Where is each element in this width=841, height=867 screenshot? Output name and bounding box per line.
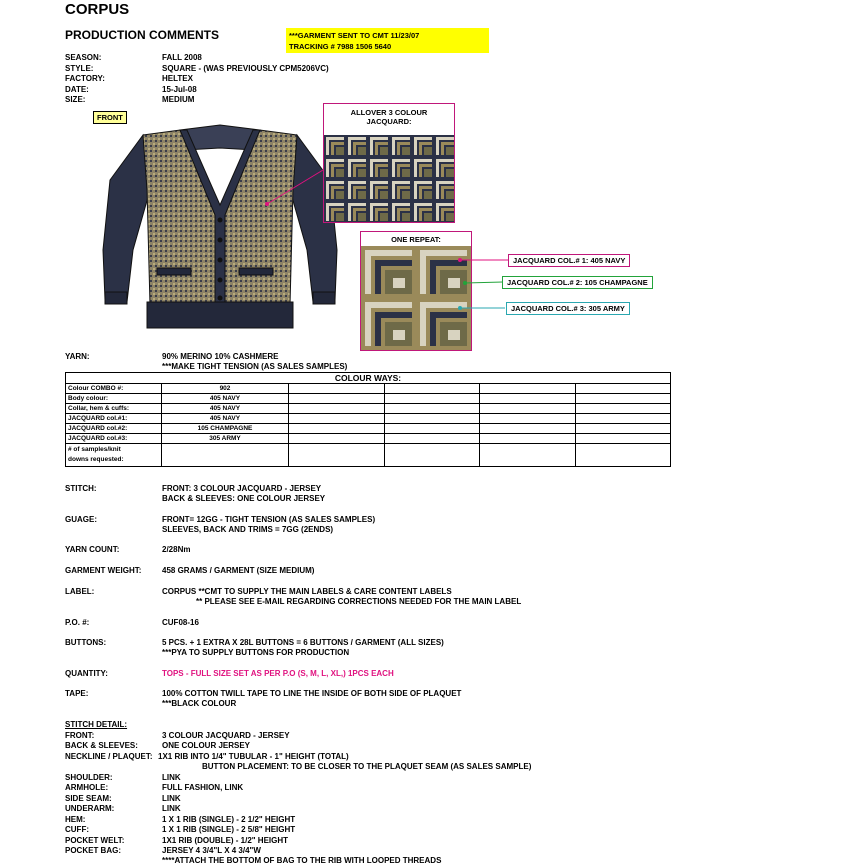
detail-value: 1 X 1 RIB (SINGLE) - 2 5/8" HEIGHT (162, 825, 296, 834)
header-label: DATE: (65, 84, 89, 94)
detail-value: ONE COLOUR JERSEY (162, 741, 251, 750)
table-cell: Body colour: (66, 394, 162, 404)
detail-value: 1X1 RIB (DOUBLE) - 1/2" HEIGHT (162, 835, 289, 845)
notice-line-2: TRACKING # 7988 1506 5640 (289, 42, 392, 51)
detail-label: UNDERARM: (65, 804, 115, 813)
table-cell (384, 394, 480, 404)
header-value: SQUARE - (WAS PREVIOUSLY CPM5206VC) (162, 63, 329, 73)
brand-title: CORPUS (65, 1, 130, 18)
header-value: MEDIUM (162, 95, 195, 104)
table-cell (480, 384, 576, 394)
jacquard-callout-2: JACQUARD COL.# 2: 105 CHAMPAGNE (502, 276, 653, 289)
spec-value-quantity: TOPS - FULL SIZE SET AS PER P.O (S, M, L, XL,) 1PCS EACH (162, 669, 394, 678)
colourways-title: COLOUR WAYS: (66, 373, 671, 384)
table-cell: 405 NAVY (162, 414, 289, 424)
table-cell (480, 434, 576, 444)
colourways-table (65, 372, 671, 467)
table-cell (384, 444, 480, 467)
allover-jacquard-swatch (324, 135, 454, 222)
table-cell: Colour COMBO #: (66, 384, 162, 394)
table-row (66, 384, 671, 394)
yarn-label: YARN: (65, 352, 90, 361)
table-cell (480, 394, 576, 404)
spec-label: BUTTONS: (65, 638, 107, 647)
spec-label: GUAGE: (65, 515, 97, 524)
table-cell (480, 414, 576, 424)
spec-label: TAPE: (65, 689, 89, 698)
spec-value: CORPUS **CMT TO SUPPLY THE MAIN LABELS & CARE CONTENT LABELS (162, 587, 452, 596)
detail-label: SHOULDER: (65, 772, 113, 782)
yarn-value: 90% MERINO 10% CASHMERE (162, 352, 279, 361)
table-cell (480, 444, 576, 467)
table-cell (289, 444, 385, 467)
spec-value: 2/28Nm (162, 545, 191, 554)
spec-label: P.O. #: (65, 618, 90, 627)
detail-label: NECKLINE / PLAQUET: (65, 751, 153, 761)
detail-value: ****ATTACH THE BOTTOM OF BAG TO THE RIB WITH LOOPED THREADS (162, 856, 442, 865)
detail-value: LINK (162, 793, 181, 803)
table-cell (289, 414, 385, 424)
header-label: SIZE: (65, 95, 86, 104)
table-cell: JACQUARD col.#2: (66, 424, 162, 434)
table-row (66, 424, 671, 434)
spec-value: CUF08-16 (162, 618, 199, 627)
detail-label: FRONT: (65, 730, 95, 740)
table-cell (162, 444, 289, 467)
yarn-note: ***MAKE TIGHT TENSION (AS SALES SAMPLES) (162, 362, 348, 371)
table-cell (289, 384, 385, 394)
detail-value: JERSEY 4 3/4"L X 4 3/4"W (162, 846, 261, 855)
cardigan-illustration (95, 120, 345, 345)
table-cell (384, 434, 480, 444)
header-value: FALL 2008 (162, 53, 202, 62)
allover-jacquard-label: ALLOVER 3 COLOUR JACQUARD: (350, 108, 428, 126)
detail-label: BACK & SLEEVES: (65, 741, 138, 750)
header-label: STYLE: (65, 63, 94, 73)
detail-value: BUTTON PLACEMENT: TO BE CLOSER TO THE PLAQUET SEAM (AS SALES SAMPLE) (202, 762, 532, 771)
spec-value: ***PYA TO SUPPLY BUTTONS FOR PRODUCTION (162, 648, 350, 657)
spec-value: 100% COTTON TWILL TAPE TO LINE THE INSIDE OF BOTH SIDE OF PLAQUET (162, 689, 462, 698)
shipping-notice (286, 28, 489, 53)
spec-label: QUANTITY: (65, 669, 108, 678)
header-label: FACTORY: (65, 74, 105, 83)
table-cell (480, 404, 576, 414)
table-cell (289, 424, 385, 434)
detail-value: FULL FASHION, LINK (162, 783, 244, 792)
spec-value: BACK & SLEEVES: ONE COLOUR JERSEY (162, 494, 326, 503)
spec-value: FRONT: 3 COLOUR JACQUARD - JERSEY (162, 484, 322, 493)
table-cell (575, 384, 671, 394)
header-label: SEASON: (65, 53, 102, 62)
detail-value: 1 X 1 RIB (SINGLE) - 2 1/2" HEIGHT (162, 814, 296, 824)
detail-label: ARMHOLE: (65, 783, 109, 792)
spec-value: 458 GRAMS / GARMENT (SIZE MEDIUM) (162, 566, 315, 575)
spec-value: SLEEVES, BACK AND TRIMS = 7GG (2ENDS) (162, 525, 334, 534)
table-row (66, 414, 671, 424)
detail-label: POCKET BAG: (65, 846, 121, 855)
samples-label: # of samples/knit (68, 446, 121, 453)
notice-line-1: ***GARMENT SENT TO CMT 11/23/07 (289, 31, 420, 40)
table-row (66, 434, 671, 444)
detail-value: 3 COLOUR JACQUARD - JERSEY (162, 730, 290, 740)
table-cell (289, 404, 385, 414)
table-cell (289, 394, 385, 404)
detail-label: SIDE SEAM: (65, 793, 112, 803)
table-cell (66, 444, 162, 467)
table-cell: 105 CHAMPAGNE (162, 424, 289, 434)
table-cell (289, 434, 385, 444)
jacquard-callout-3: JACQUARD COL.# 3: 305 ARMY (506, 302, 630, 315)
spec-value: 5 PCS. + 1 EXTRA X 28L BUTTONS = 6 BUTTONS / GARMENT (ALL SIZES) (162, 638, 444, 647)
spec-value: FRONT= 12GG - TIGHT TENSION (AS SALES SAMPLES) (162, 515, 376, 524)
detail-value: 1X1 RIB INTO 1/4" TUBULAR - 1" HEIGHT (TOTAL) (158, 751, 349, 761)
table-cell (575, 394, 671, 404)
table-cell (384, 414, 480, 424)
spec-value: ***BLACK COLOUR (162, 699, 237, 708)
table-cell (480, 424, 576, 434)
page-title: PRODUCTION COMMENTS (65, 28, 219, 42)
spec-label: LABEL: (65, 587, 95, 596)
table-cell: 405 NAVY (162, 394, 289, 404)
jacquard-callout-1: JACQUARD COL.# 1: 405 NAVY (508, 254, 630, 267)
table-row (66, 373, 671, 384)
table-cell (575, 444, 671, 467)
table-cell: 902 (162, 384, 289, 394)
detail-label: CUFF: (65, 825, 89, 834)
table-cell (575, 424, 671, 434)
table-row (66, 394, 671, 404)
table-cell: 405 NAVY (162, 404, 289, 414)
table-cell: 305 ARMY (162, 434, 289, 444)
header-value: 15-Jul-08 (162, 84, 197, 94)
table-row (66, 404, 671, 414)
table-cell (384, 424, 480, 434)
stitch-detail-title: STITCH DETAIL: (65, 720, 128, 729)
table-cell (575, 414, 671, 424)
spec-label: YARN COUNT: (65, 545, 120, 554)
table-cell (384, 384, 480, 394)
table-cell (575, 404, 671, 414)
table-cell (575, 434, 671, 444)
header-value: HELTEX (162, 74, 193, 83)
detail-label: POCKET WELT: (65, 835, 125, 845)
spec-value: ** PLEASE SEE E-MAIL REGARDING CORRECTIONS NEEDED FOR THE MAIN LABEL (196, 597, 522, 606)
detail-label: HEM: (65, 814, 86, 824)
spec-label: GARMENT WEIGHT: (65, 566, 142, 575)
detail-value: LINK (162, 804, 181, 813)
one-repeat-label: ONE REPEAT: (391, 235, 441, 244)
allover-jacquard-box (323, 103, 455, 223)
table-cell: JACQUARD col.#1: (66, 414, 162, 424)
table-row (66, 444, 671, 467)
table-cell: Collar, hem & cuffs: (66, 404, 162, 414)
table-cell: JACQUARD col.#3: (66, 434, 162, 444)
table-cell (384, 404, 480, 414)
front-tag: FRONT (93, 111, 127, 124)
detail-value: LINK (162, 772, 181, 782)
samples-label: downs requested: (68, 456, 124, 463)
spec-label: STITCH: (65, 484, 97, 493)
